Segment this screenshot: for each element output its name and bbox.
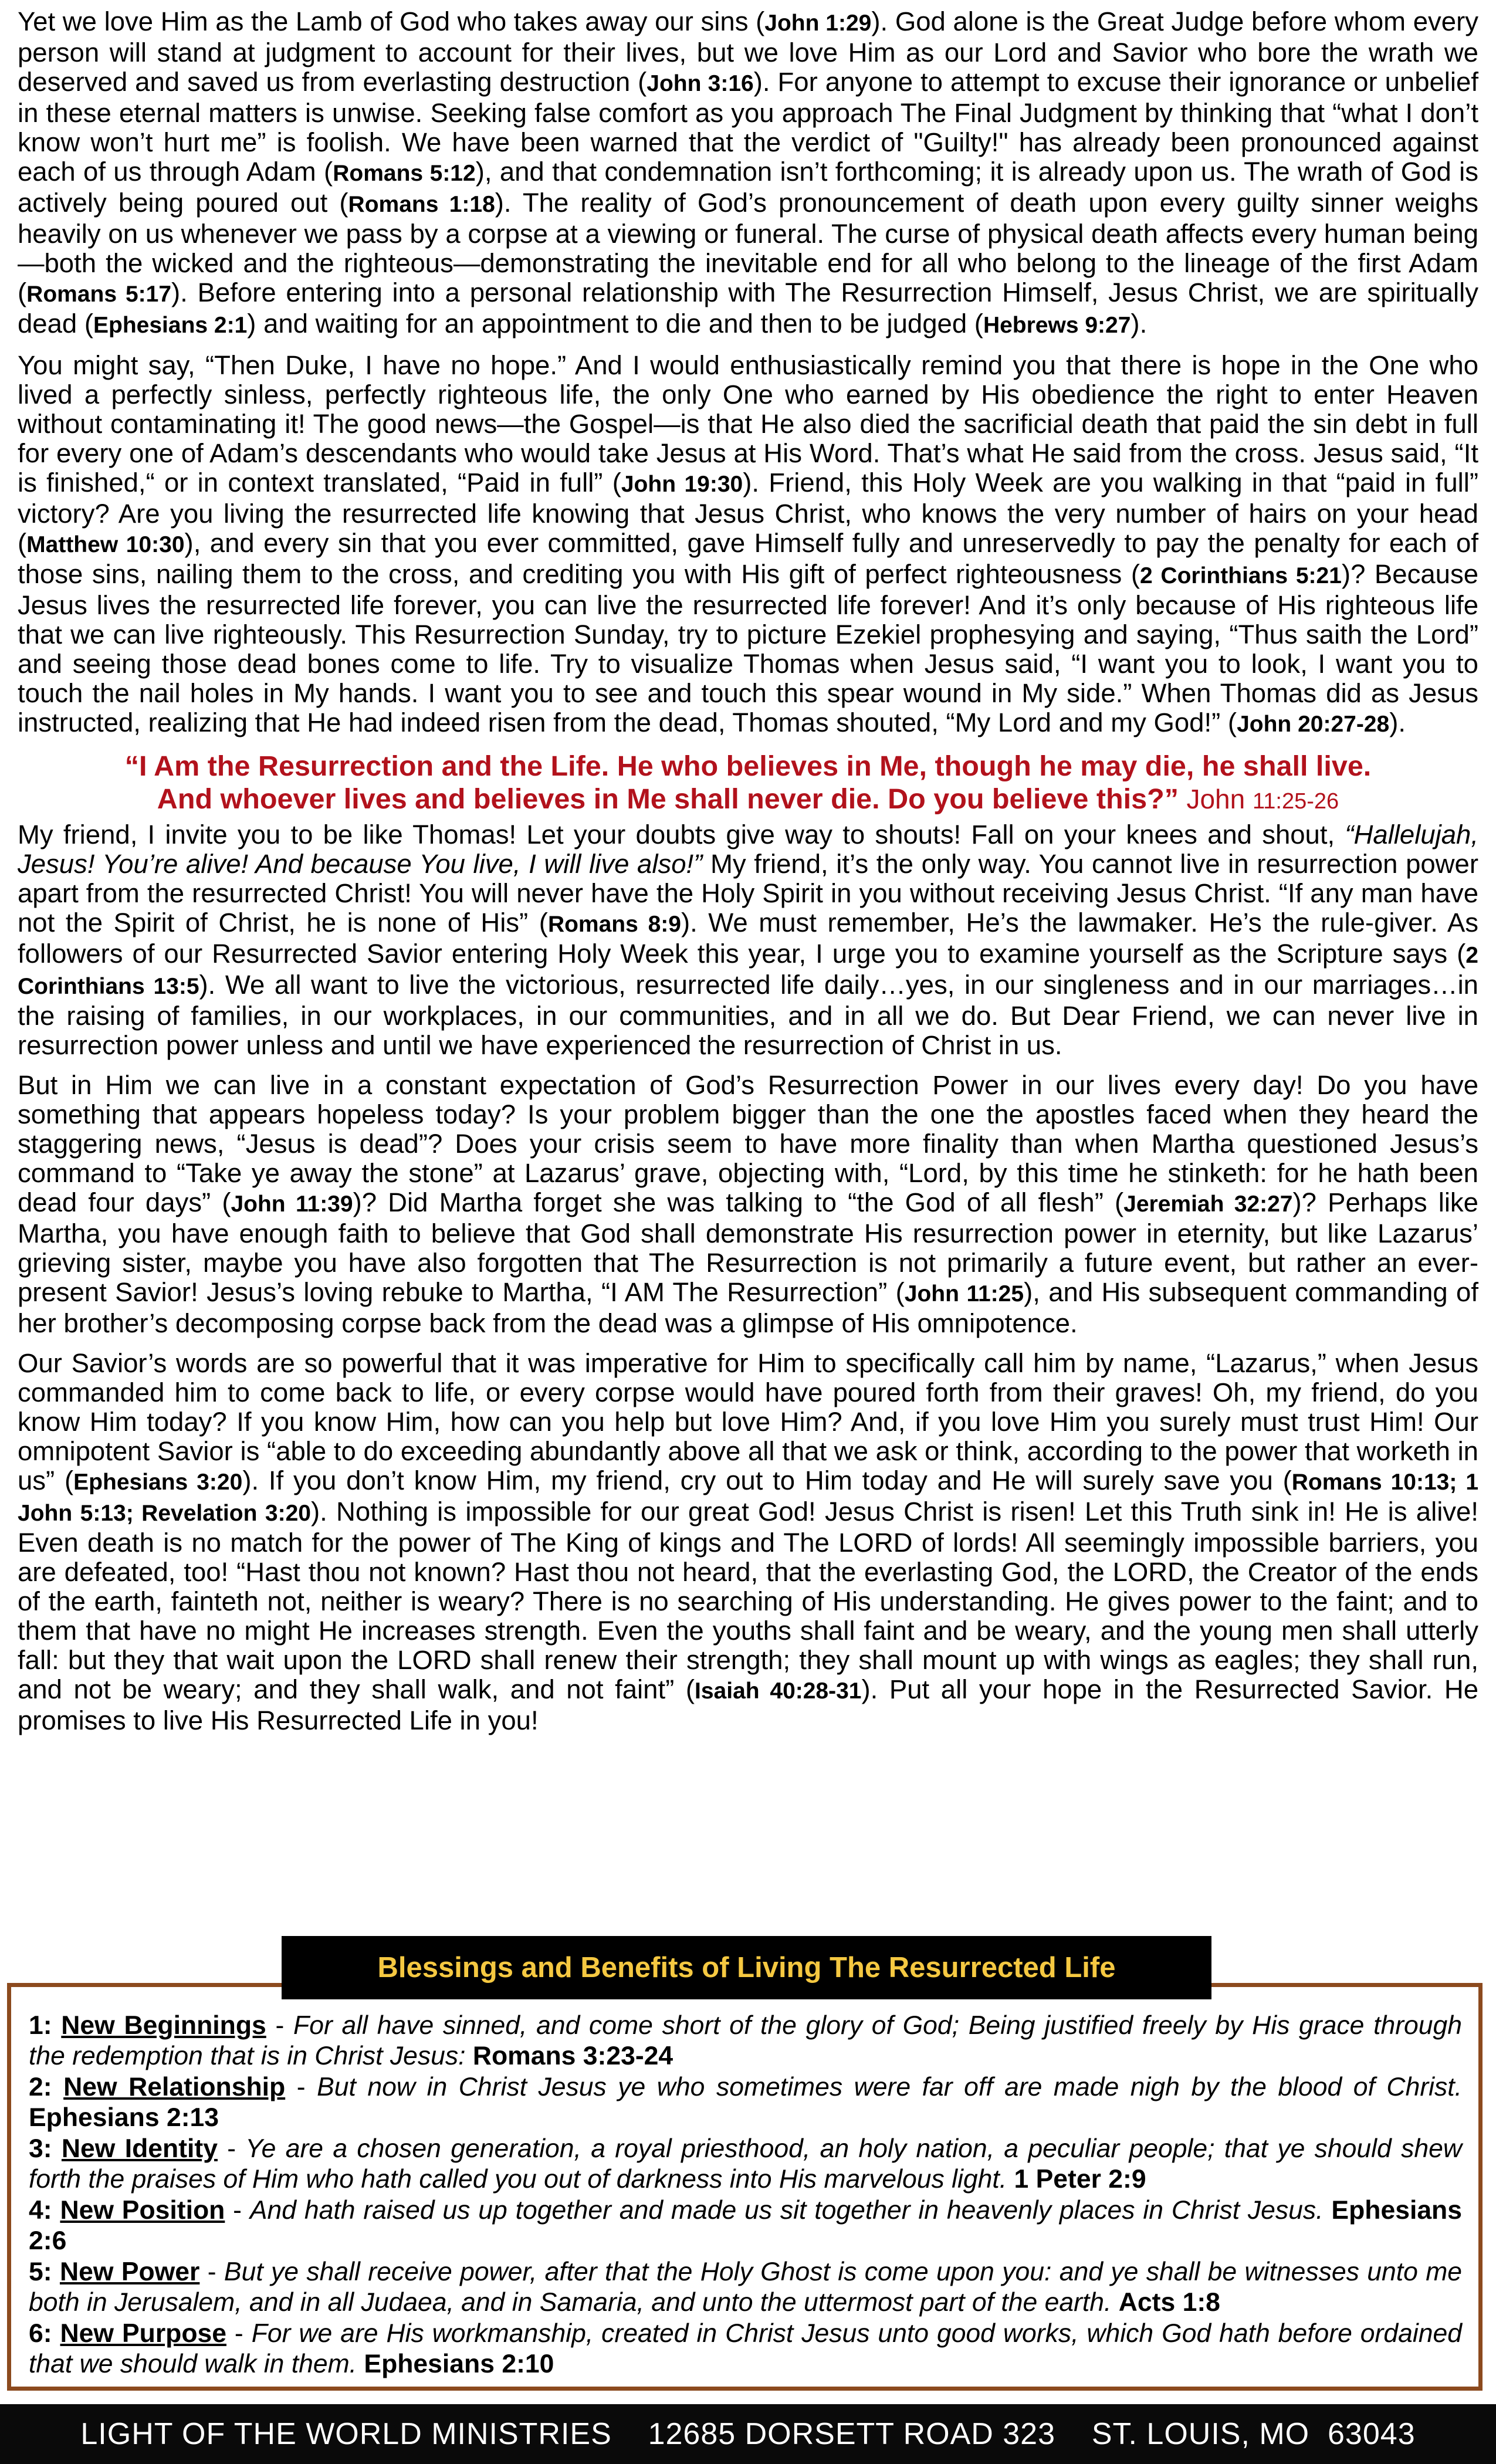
quote-ref-book: John (1186, 784, 1245, 814)
benefit-number: 6: (29, 2319, 52, 2348)
footer-org: LIGHT OF THE WORLD MINISTRIES (80, 2417, 612, 2451)
text-run: Our Savior’s words are so powerful that it was imperative for Him to specifically call him by name, “Lazarus,” when Jesus commanded him to come back to life, or every corpse would have poured forth from their graves! Oh, my friend, do you know Him today? If you know Him, how can you help but love Him? And, if you love Him you surely must trust Him! Our omnipotent Savior is “able to do exceeding abundantly above all that we ask or think, according to the power that worketh in us” ( (18, 1348, 1478, 1495)
text-run: ). (1131, 309, 1148, 339)
body-text-top (18, 7, 1478, 739)
benefit-title: New Purpose (60, 2319, 226, 2348)
quote-line-1: “I Am the Resurrection and the Life. He who believes in Me, though he may die, he shall live. (124, 750, 1372, 782)
benefit-number: 2: (29, 2073, 52, 2101)
scripture-reference: John 1:29 (764, 11, 872, 36)
footer-city: ST. LOUIS, MO 63043 (1091, 2417, 1416, 2451)
text-run: ), and that condemnation isn’t forthcoming; it is already upon us. The wrath of God is actively being poured out ( (18, 157, 1478, 218)
scripture-reference: Ephesians 2:1 (93, 313, 248, 338)
paragraph (18, 351, 1478, 739)
benefit-item: 4: New Position - And hath raised us up together and made us sit together in heavenly places in Christ Jesus. Ephesians 2:6 (29, 2196, 1462, 2255)
scripture-reference: Romans 5:17 (26, 282, 172, 307)
benefit-title: New Position (60, 2196, 225, 2225)
footer-bar (0, 2404, 1496, 2464)
benefits-list (29, 2011, 1462, 2380)
scripture-reference: John 11:39 (231, 1192, 353, 1217)
benefit-verse: But ye shall receive power, after that the Holy Ghost is come upon you: and ye shall be witnesses unto me both in Jerusalem, and in all Judaea, and in Samaria, and unto the uttermost part of the earth. (29, 2257, 1463, 2317)
scripture-reference: Hebrews 9:27 (983, 313, 1131, 338)
scripture-reference: John 3:16 (647, 71, 754, 96)
benefit-number: 5: (29, 2257, 52, 2286)
benefit-item: 6: New Purpose - For we are His workmanship, created in Christ Jesus unto good works, which God hath before ordained that we should walk in them. Ephesians 2:10 (29, 2319, 1462, 2378)
benefit-item: 3: New Identity - Ye are a chosen generation, a royal priesthood, an holy nation, a peculiar people; that ye should shew forth the praises of Him who hath called you out of darkness into His marvelous light. 1 Peter 2:9 (29, 2134, 1462, 2194)
quote-ref-verse: 11:25-26 (1252, 789, 1339, 814)
text-run: ) and waiting for an appointment to die and then to be judged ( (247, 309, 983, 339)
text-run: ). We must remember, He’s the lawmaker. He’s the rule-giver. As followers of our Resurrected Savior entering Holy Week this year, I urge you to examine yourself as the Scripture says ( (18, 908, 1478, 969)
paragraph (18, 1071, 1478, 1338)
text-run: ). (1389, 708, 1406, 737)
benefit-reference: 1 Peter 2:9 (1014, 2165, 1146, 2194)
benefit-number: 4: (29, 2196, 52, 2225)
text-run: ), and every sin that you ever committed, gave Himself fully and unreservedly to pay the penalty for each of those sins, nailing them to the cross, and crediting you with His gift of perfect righteousness ( (18, 528, 1478, 589)
scripture-reference: Romans 5:12 (333, 161, 476, 186)
benefit-reference: Ephesians 2:6 (29, 2196, 1462, 2255)
scripture-reference: Matthew 10:30 (26, 532, 185, 557)
text-run: ). We all want to live the victorious, resurrected life daily…yes, in our singleness and in our marriages…in the raising of families, in our workplaces, in our communities, and in all we do. But Dear Friend, we can never live in resurrection power unless and until we have experienced the resurrection of Christ in us. (18, 970, 1478, 1060)
scripture-reference: John 11:25 (904, 1281, 1024, 1307)
scripture-reference: Jeremiah 32:27 (1123, 1192, 1293, 1217)
scripture-reference: Isaiah 40:28-31 (695, 1678, 862, 1704)
scripture-reference: 2 Corinthians 5:21 (1140, 563, 1342, 588)
scripture-reference: Ephesians 3:20 (73, 1470, 243, 1495)
text-run: )? Because Jesus lives the resurrected life forever, you can live the resurrected life forever! And it’s only because of His righteous life that we can live righteously. This Resurrection Sunday, try to picture Ezekiel prophesying and saying, “Thus saith the Lord” and seeing those dead bones come to life. Try to visualize Thomas when Jesus said, “I want you to look, I want you to touch the nail holes in My hands. I want you to see and touch this spear wound in My side.” When Thomas did as Jesus instructed, realizing that He had indeed risen from the dead, Thomas shouted, “My Lord and my God!” ( (18, 559, 1478, 737)
benefit-item: 5: New Power - But ye shall receive power, after that the Holy Ghost is come upon you: and ye shall be witnesses unto me both in Jerusalem, and in all Judaea, and in Samaria, and unto the uttermost part of the earth. Acts 1:8 (29, 2257, 1463, 2317)
text-run: My friend, it’s the only way. You cannot live in resurrection power apart from the resurrected Christ! You will never have the Holy Spirit in you without receiving Jesus Christ. “If any man have not the Spirit of Christ, he is none of His” ( (18, 849, 1478, 937)
text-run: But in Him we can live in a constant expectation of God’s Resurrection Power in our lives every day! Do you have something that appears hopeless today? Is your problem bigger than the one the apostles faced when they heard the staggering news, “Jesus is dead”? Does your crisis seem to have more finality than when Martha questioned Jesus’s command to “Take ye away the stone” at Lazarus’ grave, objecting with, “Lord, by this time he stinketh: for he hath been dead four days” ( (18, 1070, 1478, 1217)
body-text-bottom (18, 820, 1478, 1735)
scripture-reference: Romans 8:9 (547, 912, 681, 937)
benefit-title: New Identity (61, 2134, 218, 2163)
scripture-reference: 2 Corinthians 13:5 (18, 943, 1478, 999)
text-run: ). For anyone to attempt to excuse their ignorance or unbelief in these eternal matters is unwise. Seeking false comfort as you approach The Final Judgment by thinking that “what I don’t know won’t hurt me” is foolish. We have been warned that the verdict of "Guilty!" has already been pronounced against each of us through Adam ( (18, 67, 1478, 187)
text-run: ). God alone is the Great Judge before whom every person will stand at judgment to account for their lives, but we love Him as our Lord and Savior who bore the wrath we deserved and saved us from everlasting destruction ( (18, 6, 1478, 97)
text-run: “Hallelujah, Jesus! You’re alive! And because You live, I will live also!” (18, 820, 1478, 879)
text-run: )? Did Martha forget she was talking to “the God of all flesh” ( (353, 1187, 1124, 1217)
scripture-reference: Romans 10:13; 1 John 5:13; Revelation 3:20 (18, 1470, 1479, 1526)
quote-reference (1186, 784, 1339, 814)
benefit-reference: Acts 1:8 (1118, 2288, 1220, 2317)
benefits-box (7, 1983, 1483, 2391)
scripture-reference: John 20:27-28 (1237, 712, 1390, 737)
text-run: ). If you don’t know Him, my friend, cry out to Him today and He will surely save you ( (242, 1465, 1292, 1495)
document-page (18, 7, 1478, 1746)
benefit-title: New Power (59, 2257, 200, 2286)
text-run: )? Perhaps like Martha, you have enough faith to believe that God shall demonstrate His resurrection power in eternity, but like Lazarus’ grieving sister, maybe you have also forgotten that The Resurrection is not primarily a future event, but rather an ever-present Savior! Jesus’s loving rebuke to Martha, “I AM The Resurrection” ( (18, 1187, 1478, 1307)
scripture-quote (18, 750, 1478, 818)
benefit-reference: Ephesians 2:10 (364, 2350, 554, 2378)
benefit-item: 1: New Beginnings - For all have sinned, and come short of the glory of God; Being justified freely by His grace through the redemption that is in Christ Jesus: Romans 3:23-24 (29, 2011, 1463, 2070)
scripture-reference: John 19:30 (621, 472, 743, 497)
benefit-verse: But now in Christ Jesus ye who sometimes were far off are made nigh by the blood of Christ. (317, 2073, 1463, 2101)
text-run: My friend, I invite you to be like Thomas! Let your doubts give way to shouts! Fall on your knees and shout, (18, 820, 1345, 849)
benefit-item: 2: New Relationship - But now in Christ Jesus ye who sometimes were far off are made nigh by the blood of Christ. Ephesians 2:13 (29, 2073, 1463, 2132)
footer-street: 12685 DORSETT ROAD 323 (648, 2417, 1056, 2451)
quote-line-2 (18, 783, 1478, 818)
benefit-verse: For we are His workmanship, created in Christ Jesus unto good works, which God hath before ordained that we should walk in them. (29, 2319, 1462, 2378)
paragraph (18, 1349, 1478, 1735)
paragraph (18, 820, 1478, 1060)
paragraph (18, 7, 1478, 340)
benefit-verse: And hath raised us up together and made us sit together in heavenly places in Christ Jesus. (249, 2196, 1324, 2225)
benefits-banner: Blessings and Benefits of Living The Resurrected Life (282, 1936, 1211, 1999)
benefit-title: New Beginnings (61, 2011, 266, 2040)
text-run: Yet we love Him as the Lamb of God who takes away our sins ( (18, 6, 765, 36)
text-run: ). Put all your hope in the Resurrected Savior. He promises to live His Resurrected Life in you! (18, 1674, 1478, 1735)
text-run: You might say, “Then Duke, I have no hope.” And I would enthusiastically remind you that there is hope in the One who lived a perfectly sinless, perfectly righteous life, the only One who earned by His obedience the right to enter Heaven without contaminating it! The good news—the Gospel—is that He also died the sacrificial death that paid the sin debt in full for every one of Adam’s descendants who would take Jesus at His Word. That’s what He said from the cross. Jesus said, “It is finished,“ or in context translated, “Paid in full” ( (18, 350, 1478, 497)
text-run: ). Before entering into a personal relationship with The Resurrection Himself, Jesus Christ, we are spiritually dead ( (18, 277, 1478, 339)
text-run: ). Nothing is impossible for our great God! Jesus Christ is risen! Let this Truth sink in! He is alive! Even death is no match for the power of The King of kings and The LORD of lords! All seemingly impossible barriers, you are defeated, too! “Hast thou not known? Hast thou not heard, that the everlasting God, the LORD, the Creator of the ends of the earth, fainteth not, neither is weary? There is no searching of His understanding. He gives power to the faint; and to them that have no might He increases strength. Even the youths shall faint and be weary, and the young men shall utterly fall: but they that wait upon the LORD shall renew their strength; they shall mount up with wings as eagles; they shall run, and not be weary; and they shall walk, and not faint” ( (18, 1497, 1478, 1704)
quote-line-2-text: And whoever lives and believes in Me shall never die. Do you believe this?” (157, 783, 1179, 815)
text-run: ). The reality of God’s pronouncement of death upon every guilty sinner weighs heavily on us whenever we pass by a corpse at a viewing or funeral. The curse of physical death affects every human being—both the wicked and the righteous—demonstrating the inevitable end for all who belong to the lineage of the first Adam ( (18, 188, 1478, 307)
benefit-number: 3: (29, 2134, 52, 2163)
scripture-reference: Romans 1:18 (348, 192, 495, 217)
benefit-verse: Ye are a chosen generation, a royal priesthood, an holy nation, a peculiar people; that ye should shew forth the praises of Him who hath called you out of darkness into His marvelous light. (29, 2134, 1462, 2194)
benefit-number: 1: (29, 2011, 52, 2040)
benefit-verse: For all have sinned, and come short of the glory of God; Being justified freely by His grace through the redemption that is in Christ Jesus: (29, 2011, 1463, 2070)
benefit-title: New Relationship (63, 2073, 286, 2101)
benefit-reference: Ephesians 2:13 (29, 2103, 219, 2132)
benefit-reference: Romans 3:23-24 (472, 2042, 673, 2070)
text-run: ). Friend, this Holy Week are you walking in that “paid in full” victory? Are you living the resurrected life knowing that Jesus Christ, who knows the very number of hairs on your head ( (18, 468, 1478, 558)
text-run: ), and His subsequent commanding of her brother’s decomposing corpse back from the dead was a glimpse of His omnipotence. (18, 1277, 1478, 1338)
